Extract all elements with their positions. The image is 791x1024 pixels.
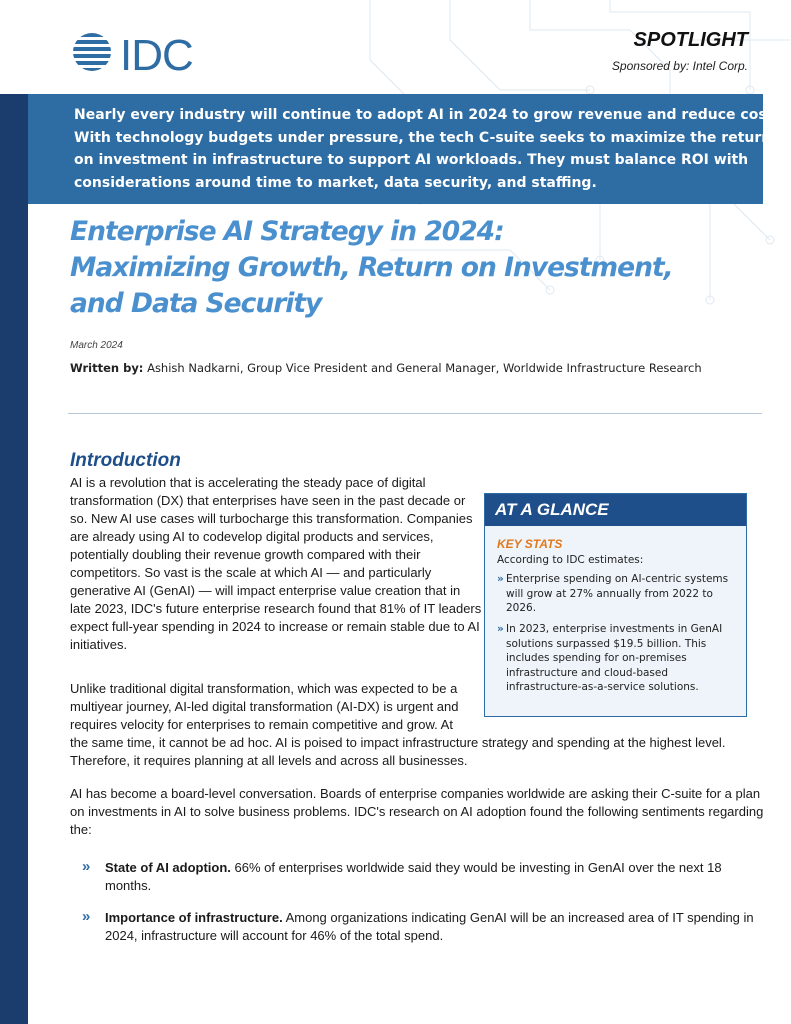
bullet-line: 2024, infrastructure will account for 46% of the total spend.: [105, 928, 444, 943]
stat-line: will grow at 27% annually from 2022 to: [506, 587, 713, 600]
banner-line: With technology budgets under pressure, the tech C-suite seeks to maximize the return: [74, 129, 772, 146]
glance-title: AT A GLANCE: [485, 494, 746, 526]
chevron-right-icon: »: [82, 908, 91, 925]
stat-line: 2026.: [506, 602, 537, 614]
title-line: Maximizing Growth, Return on Investment,: [70, 252, 673, 283]
stat-line: includes spending for on-premises: [506, 652, 687, 664]
intro-paragraph-1: [70, 474, 481, 654]
byline-label: Written by:: [70, 361, 144, 375]
paragraph-line: AI has become a board-level conversation. Boards of enterprise companies worldwide are asking their C-suite for a plan: [70, 786, 761, 801]
paragraph-line: expect full-year spending in 2024 to increase or remain stable due to AI: [70, 619, 480, 634]
paragraph-line: multiyear journey, AI-led digital transformation (AI-DX) is urgent and: [70, 699, 459, 714]
paragraph-line: requires velocity for enterprises to remain competitive and grow. At: [70, 717, 453, 732]
stats-intro: According to IDC estimates:: [497, 554, 644, 566]
paragraph-line: late 2023, IDC's future enterprise research found that 81% of IT leaders: [70, 601, 482, 616]
logo-text: IDC: [120, 31, 193, 76]
idc-logo: [70, 28, 210, 76]
bullet-lead: Importance of infrastructure.: [105, 910, 283, 925]
document-title: [70, 214, 760, 322]
bullet-line: State of AI adoption. 66% of enterprises worldwide said they would be investing in GenAI over the next 18: [105, 860, 722, 875]
paragraph-line: so. New AI use cases will turbocharge this transformation. Companies: [70, 511, 473, 526]
paragraph-line: transformation (DX) that enterprises have seen in the past decade or: [70, 493, 466, 508]
paragraph-line: Therefore, it requires planning at all levels and across all businesses.: [70, 753, 468, 768]
bullet-text: [105, 909, 754, 945]
section-heading-introduction: Introduction: [70, 450, 181, 471]
banner-text: [74, 104, 788, 194]
intro-paragraph-3: [70, 785, 763, 839]
chevron-right-icon: »: [82, 858, 91, 875]
banner-line: on investment in infrastructure to support AI workloads. They must balance ROI with: [74, 152, 749, 168]
bullet-line: months.: [105, 878, 152, 893]
stat-line: Enterprise spending on AI-centric systems: [506, 573, 729, 585]
summary-banner: [28, 94, 788, 204]
banner-line: considerations around time to market, data security, and staffing.: [74, 174, 597, 191]
paragraph-line: on investments in AI to solve business problems. IDC's research on AI adoption found the following sentiments regarding: [70, 804, 764, 819]
spotlight-label: SPOTLIGHT: [633, 29, 748, 51]
paragraph-line: the same time, it cannot be ad hoc. AI is poised to impact infrastructure strategy and spending at the highest level.: [70, 735, 726, 750]
byline: [70, 361, 702, 375]
bullet-text: [105, 859, 722, 895]
paragraph-line: generative AI (GenAI) — will impact enterprise value creation that in: [70, 583, 461, 598]
paragraph-line: initiatives.: [70, 637, 128, 652]
banner-line: Nearly every industry will continue to adopt AI in 2024 to grow revenue and reduce costs.: [74, 107, 788, 123]
section-divider: [68, 413, 762, 414]
title-line: and Data Security: [70, 288, 322, 319]
chevron-right-icon: »: [497, 573, 504, 585]
stat-text: [506, 572, 728, 616]
stat-line: solutions surpassed $19.5 billion. This: [506, 637, 707, 650]
paragraph-line: AI is a revolution that is accelerating the steady pace of digital: [70, 475, 426, 490]
key-stats-label: KEY STATS: [497, 537, 563, 551]
byline-author: Ashish Nadkarni, Group Vice President and General Manager, Worldwide Infrastructure Research: [143, 361, 702, 375]
stat-line: infrastructure and cloud-based: [506, 666, 669, 679]
chevron-right-icon: »: [497, 623, 504, 635]
stat-line: infrastructure-as-a-service solutions.: [506, 681, 699, 693]
at-a-glance-box: [484, 493, 747, 717]
paragraph-line: are already using AI to codevelop digital products and services,: [70, 529, 434, 544]
bullet-line: Importance of infrastructure. Among organizations indicating GenAI will be an increased area of IT spending in: [105, 910, 754, 925]
title-line: Enterprise AI Strategy in 2024:: [70, 216, 504, 247]
paragraph-line: the:: [70, 822, 92, 837]
paragraph-line: potentially doubling their revenue growth compared with their: [70, 547, 421, 562]
paragraph-line: competitors. So vast is the scale at which AI — and particularly: [70, 565, 432, 580]
paragraph-line: Unlike traditional digital transformation, which was expected to be a: [70, 681, 458, 696]
stat-text: [506, 622, 722, 695]
sponsor-line: Sponsored by: Intel Corp.: [611, 59, 748, 73]
stat-line: In 2023, enterprise investments in GenAI: [506, 623, 723, 635]
bullet-lead: State of AI adoption.: [105, 860, 231, 875]
left-accent-bar: [0, 94, 28, 1024]
publish-date: March 2024: [70, 340, 123, 351]
